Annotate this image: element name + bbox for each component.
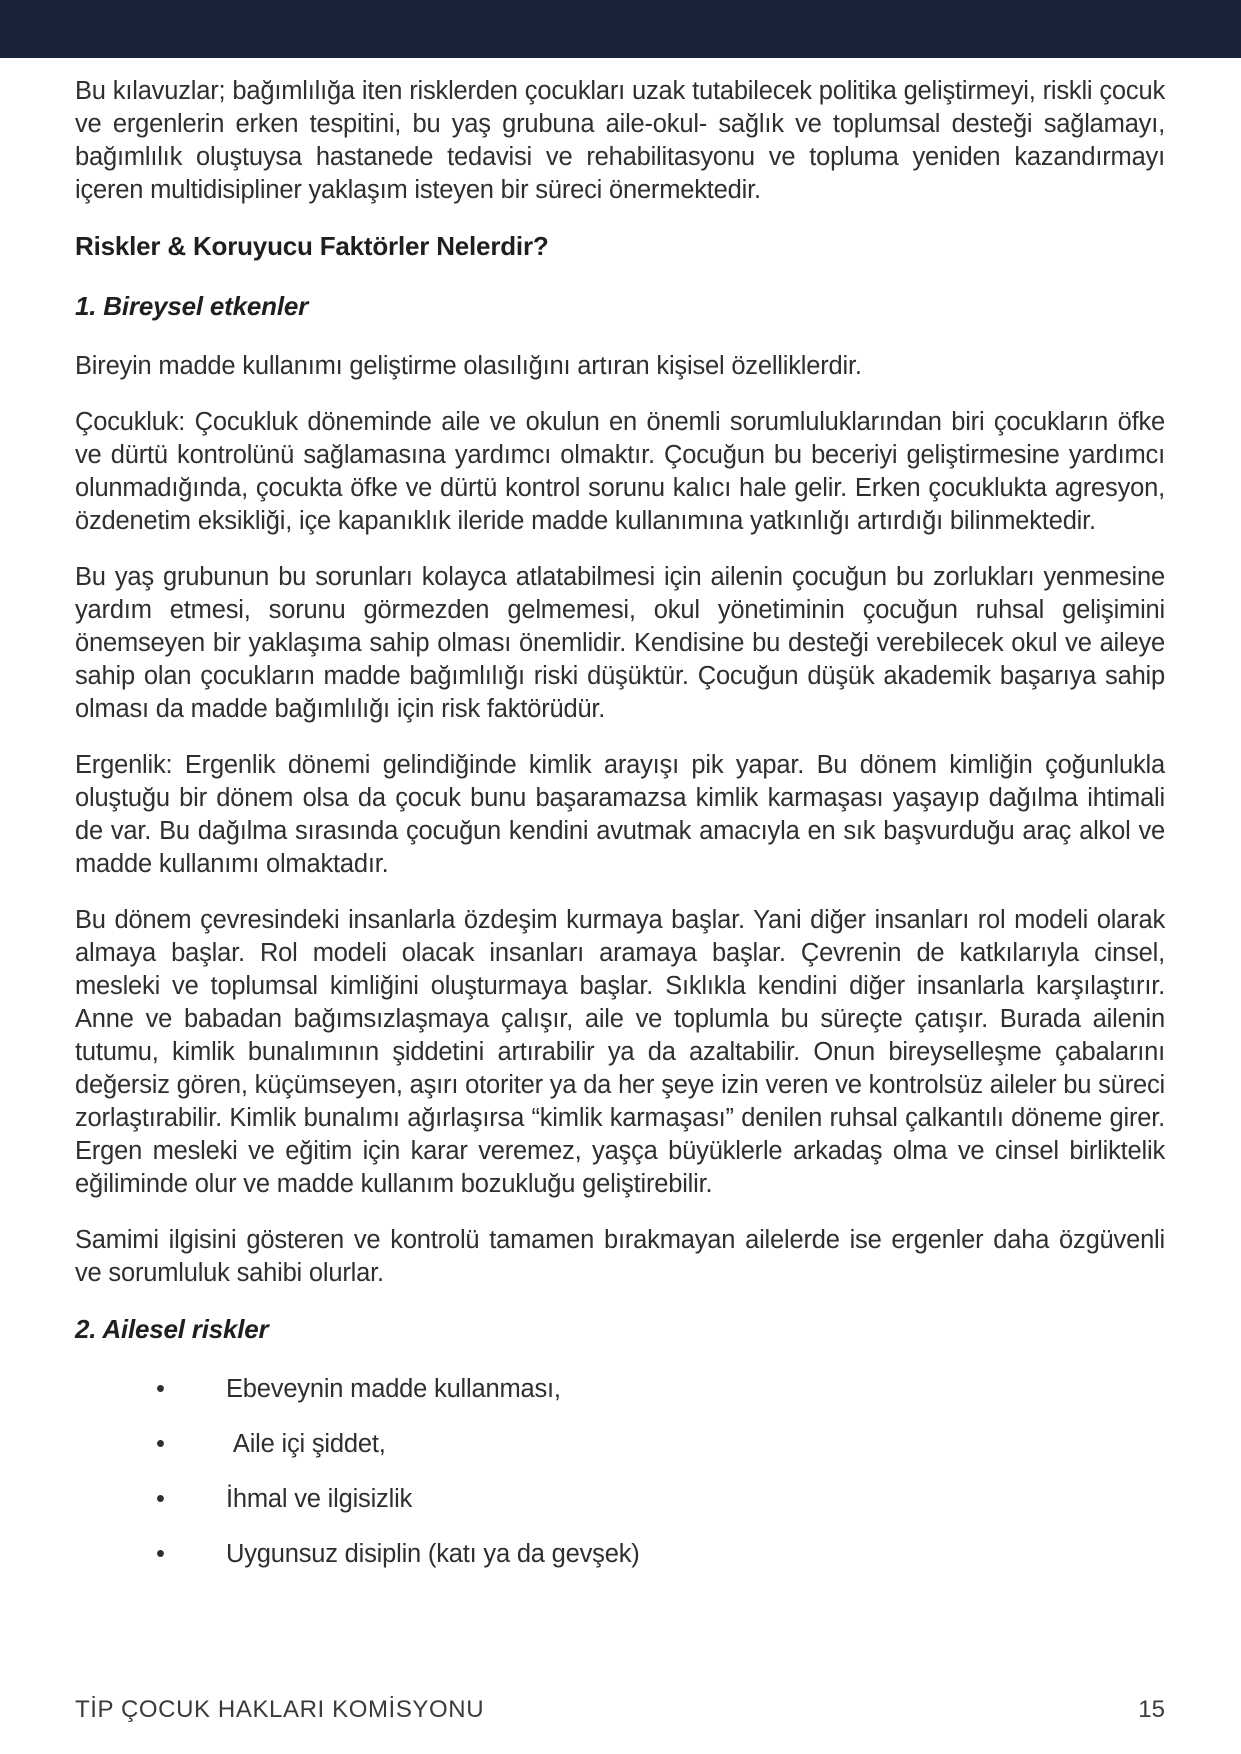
subsection-1-heading: 1. Bireysel etkenler	[75, 291, 309, 321]
intro-paragraph: Bu kılavuzlar; bağımlılığa iten risklerden çocukları uzak tutabilecek politika geliştirmeyi, riskli çocuk ve ergenlerin erken tespitini, bu yaş grubuna aile-okul- sağlık ve toplumsal desteği sağlamayı, bağımlılık oluştuysa hastanede tedavisi ve rehabilitasyonu ve topluma yeniden kazandırmayı içeren multidisipliner yaklaşım isteyen bir süreci önermektedir.	[75, 77, 1165, 204]
bullet-icon: •	[156, 1485, 165, 1513]
paragraph-sincere-families: Samimi ilgisini gösteren ve kontrolü tamamen bırakmayan ailelerde ise ergenler daha özgüvenli ve sorumluluk sahibi olurlar.	[75, 1226, 1165, 1287]
list-item-label: Aile içi şiddet,	[226, 1430, 386, 1458]
list-item	[75, 1538, 1165, 1571]
bullet-icon: •	[156, 1430, 165, 1458]
list-item	[75, 1483, 1165, 1516]
list-item-label: İhmal ve ilgisizlik	[226, 1485, 413, 1513]
subsection-2-heading: 2. Ailesel riskler	[75, 1314, 269, 1344]
section-heading: Riskler & Koruyucu Faktörler Nelerdir?	[75, 231, 549, 261]
header-bar	[0, 0, 1241, 58]
page-number: 15	[1138, 1696, 1165, 1723]
bullet-icon: •	[156, 1375, 165, 1403]
list-item	[75, 1428, 1165, 1461]
list-item	[75, 1373, 1165, 1406]
paragraph-family-support: Bu yaş grubunun bu sorunları kolayca atlatabilmesi için ailenin çocuğun bu zorlukları yenmesine yardım etmesi, sorunu görmezden gelmemesi, okul yönetiminin çocuğun ruhsal gelişimini önemseyen bir yaklaşıma sahip olması önemlidir. Kendisine bu desteği verebilecek okul ve aileye sahip olan çocukların madde bağımlılığı riski düşüktür. Çocuğun düşük akademik başarıya sahip olması da madde bağımlılığı için risk faktörüdür.	[75, 563, 1165, 723]
paragraph-individual-intro: Bireyin madde kullanımı geliştirme olasılığını artıran kişisel özelliklerdir.	[75, 352, 862, 380]
paragraph-identity: Bu dönem çevresindeki insanlarla özdeşim kurmaya başlar. Yani diğer insanları rol modeli olarak almaya başlar. Rol modeli olacak insanları aramaya başlar. Çevrenin de katkılarıyla cinsel, mesleki ve toplumsal kimliğini oluşturmaya başlar. Sıklıkla kendini diğer insanlarla karşılaştırır. Anne ve babadan bağımsızlaşmaya çalışır, aile ve toplumla bu süreçte çatışır. Burada ailenin tutumu, kimlik bunalımının şiddetini artırabilir ya da azaltabilir. Onun bireyselleşme çabalarını değersiz gören, küçümseyen, aşırı otoriter ya da her şeye izin veren ve kontrolsüz aileler bu süreci zorlaştırabilir. Kimlik bunalımı ağırlaşırsa “kimlik karmaşası” denilen ruhsal çalkantılı döneme girer. Ergen mesleki ve eğitim için karar veremez, yaşça büyüklerle arkadaş olma ve cinsel birliktelik eğiliminde olur ve madde kullanım bozukluğu geliştirebilir.	[75, 906, 1165, 1198]
paragraph-adolescence: Ergenlik: Ergenlik dönemi gelindiğinde kimlik arayışı pik yapar. Bu dönem kimliğin çoğunlukla oluştuğu bir dönem olsa da çocuk bunu başaramazsa kimlik karmaşası yaşayıp dağılma ihtimali de var. Bu dağılma sırasında çocuğun kendini avutmak amacıyla en sık başvurduğu araç alkol ve madde kullanımı olmaktadır.	[75, 751, 1165, 878]
family-risks-list	[75, 1373, 1165, 1571]
paragraph-childhood: Çocukluk: Çocukluk döneminde aile ve okulun en önemli sorumluluklarından biri çocukların öfke ve dürtü kontrolünü sağlamasına yardımcı olmaktır. Çocuğun bu beceriyi geliştirmesine yardımcı olunmadığında, çocukta öfke ve dürtü kontrol sorunu kalıcı hale gelir. Erken çocuklukta agresyon, özdenetim eksikliği, içe kapanıklık ileride madde kullanımına yatkınlığı artırdığı bilinmektedir.	[75, 408, 1165, 535]
bullet-icon: •	[156, 1540, 165, 1568]
page-footer	[75, 1696, 1165, 1724]
footer-commission-title: TİP ÇOCUK HAKLARI KOMİSYONU	[75, 1696, 485, 1723]
page-content	[0, 58, 1241, 1571]
list-item-label: Uygunsuz disiplin (katı ya da gevşek)	[226, 1540, 640, 1568]
list-item-label: Ebeveynin madde kullanması,	[226, 1375, 561, 1403]
